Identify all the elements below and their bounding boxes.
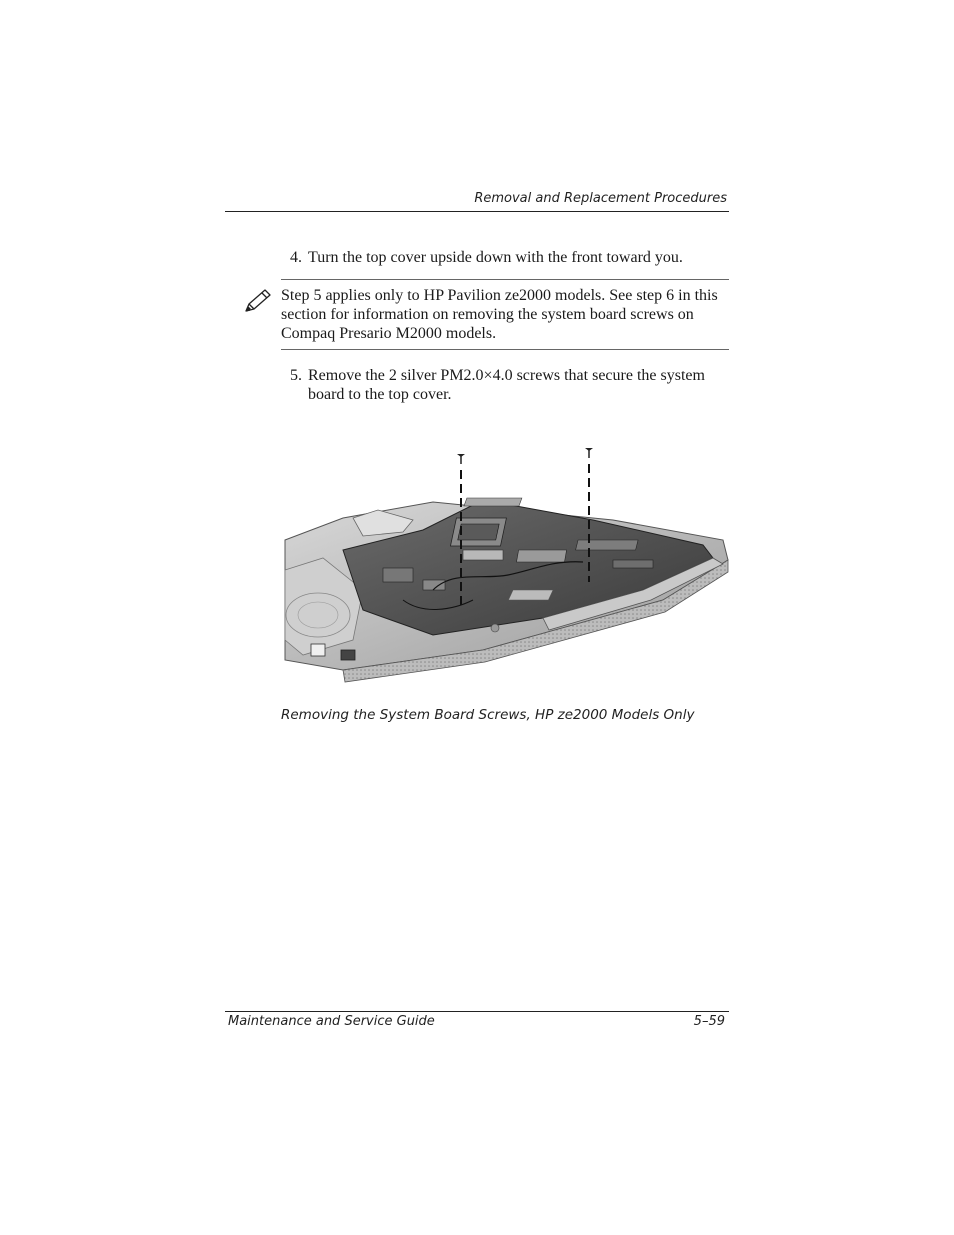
figure-caption: Removing the System Board Screws, HP ze2000 Models Only [281, 707, 695, 723]
running-header: Removal and Replacement Procedures [474, 191, 727, 206]
step-number: 4. [290, 249, 302, 266]
step-text: Remove the 2 silver PM2.0×4.0 screws that secure the system board to the top cover. [308, 367, 705, 403]
step-4 [290, 248, 730, 267]
step-text: Turn the top cover upside down with the front toward you. [308, 249, 683, 266]
step-number: 5. [290, 367, 302, 384]
footer-page-number: 5–59 [693, 1014, 725, 1029]
header-rule [225, 211, 729, 212]
footer-guide-title: Maintenance and Service Guide [228, 1014, 435, 1029]
note-top-rule [281, 279, 729, 280]
system-board-illustration [283, 440, 729, 686]
pencil-note-icon [243, 287, 273, 315]
note-bottom-rule [281, 349, 729, 350]
step-5 [290, 366, 730, 404]
footer-rule [225, 1011, 729, 1012]
note-text: Step 5 applies only to HP Pavilion ze2000 models. See step 6 in this section for information on removing the system board screws on Compaq Presario M2000 models. [281, 287, 718, 342]
